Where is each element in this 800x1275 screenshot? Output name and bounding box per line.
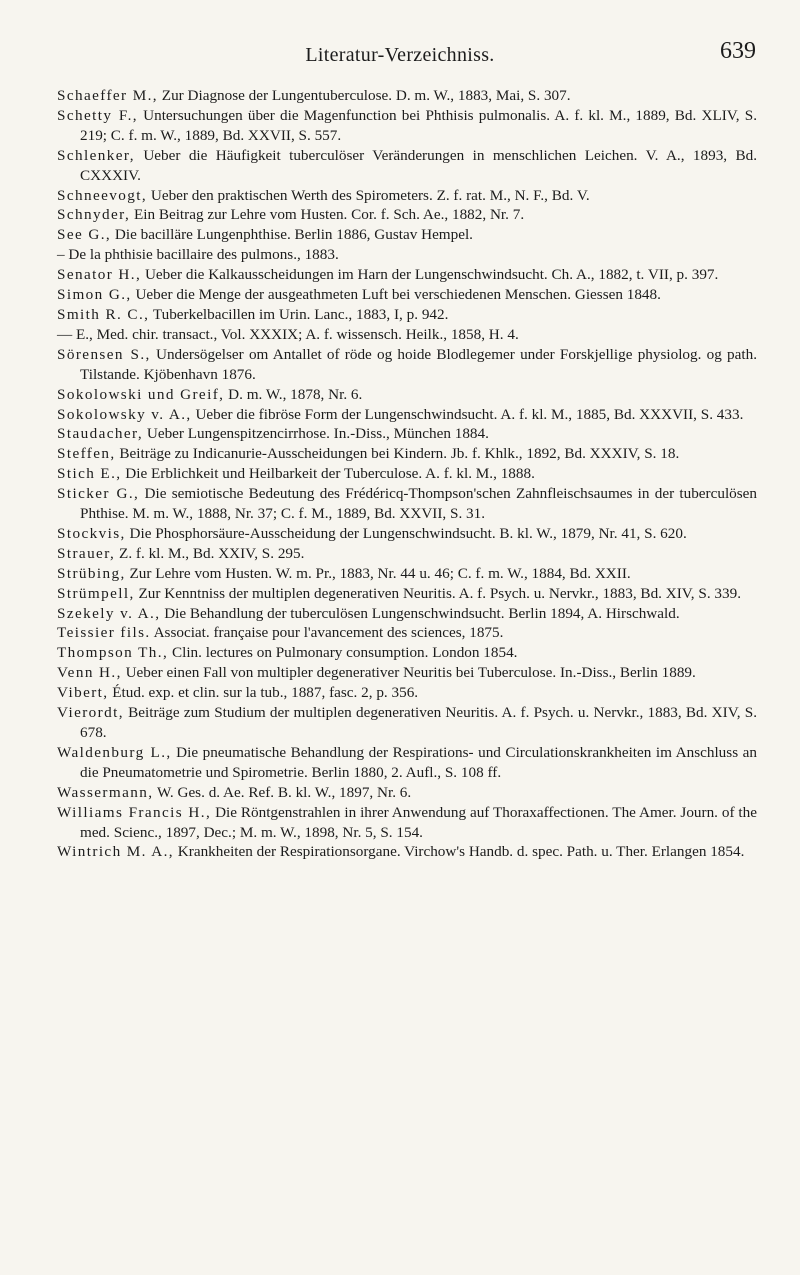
- entry-author: Sokolowski und Greif,: [57, 385, 225, 403]
- entry-author: Steffen,: [57, 445, 116, 463]
- bibliography-entry: [57, 106, 757, 146]
- entry-text: Beiträge zum Studium der multiplen degenerativen Neuritis. A. f. Psych. u. Nervkr., 1883, Bd. XIV, S. 678.: [80, 704, 757, 741]
- entry-author: See G.,: [57, 226, 112, 244]
- entry-author: Sörensen S.,: [57, 345, 151, 363]
- bibliography-entry: [57, 703, 757, 743]
- entry-text: Ein Beitrag zur Lehre vom Husten. Cor. f. Sch. Ae., 1882, Nr. 7.: [130, 206, 525, 224]
- entry-text: Tuberkelbacillen im Urin. Lanc., 1883, I, p. 942.: [149, 305, 449, 323]
- entry-text: Die Röntgenstrahlen in ihrer Anwendung auf Thoraxaffectionen. The Amer. Journ. of the med. Scienc., 1897, Dec.; M. m. W., 1898, Nr. 5, S. 154.: [80, 803, 757, 841]
- entry-author: Schetty F.,: [57, 106, 138, 124]
- bibliography-entry: [57, 783, 757, 803]
- entry-text: — E., Med. chir. transact., Vol. XXXIX; A. f. wissensch. Heilk., 1858, H. 4.: [57, 325, 519, 343]
- bibliography-entry: [57, 225, 757, 245]
- bibliography-entry: [57, 86, 757, 106]
- bibliography-list: [57, 86, 757, 862]
- bibliography-entry: [57, 643, 757, 663]
- entry-author: Schnyder,: [57, 206, 131, 224]
- entry-author: Sokolowsky v. A.,: [57, 405, 192, 423]
- entry-author: Schlenker,: [57, 146, 135, 164]
- entry-author: Stich E.,: [57, 465, 122, 483]
- entry-author: Staudacher,: [57, 425, 144, 443]
- entry-author: Vierordt,: [57, 704, 124, 722]
- entry-text: Clin. lectures on Pulmonary consumption. London 1854.: [168, 644, 518, 662]
- bibliography-entry: [57, 325, 757, 345]
- entry-author: Thompson Th.,: [57, 644, 169, 662]
- entry-author: Szekely v. A.,: [57, 604, 161, 622]
- bibliography-entry: [57, 584, 757, 604]
- bibliography-entry: [57, 544, 757, 564]
- entry-text: Ueber die Kalkausscheidungen im Harn der Lungenschwindsucht. Ch. A., 1882, t. VII, p. 397.: [141, 266, 719, 284]
- bibliography-entry: [57, 265, 757, 285]
- entry-text: Ueber die fibröse Form der Lungenschwindsucht. A. f. kl. M., 1885, Bd. XXXVII, S. 433.: [191, 405, 744, 423]
- bibliography-entry: [57, 803, 757, 843]
- bibliography-entry: [57, 285, 757, 305]
- bibliography-entry: [57, 683, 757, 703]
- entry-author: Strümpell,: [57, 584, 135, 602]
- entry-author: Waldenburg L.,: [57, 743, 172, 761]
- entry-author: Simon G.,: [57, 286, 132, 304]
- entry-text: Die bacilläre Lungenphthise. Berlin 1886, Gustav Hempel.: [111, 226, 473, 244]
- entry-text: Zur Diagnose der Lungentuberculose. D. m. W., 1883, Mai, S. 307.: [158, 87, 571, 104]
- entry-text: Associat. française pour l'avancement des sciences, 1875.: [150, 624, 504, 642]
- page-number: 639: [720, 38, 756, 64]
- bibliography-entry: [57, 146, 757, 186]
- entry-text: Die Phosphorsäure-Ausscheidung der Lungenschwindsucht. B. kl. W., 1879, Nr. 41, S. 620.: [125, 524, 687, 542]
- entry-author: Smith R. C.,: [57, 305, 150, 323]
- entry-author: Teissier fils.: [57, 624, 151, 642]
- entry-author: Senator H.,: [57, 266, 142, 284]
- bibliography-entry: [57, 623, 757, 643]
- running-title: Literatur-Verzeichniss.: [305, 44, 495, 66]
- entry-text: Undersögelser om Antallet of röde og hoide Blodlegemer under Forskjellige physiolog. og path. Tilstande. Kjöbenhavn 1876.: [80, 345, 757, 383]
- entry-text: Untersuchungen über die Magenfunction bei Phthisis pulmonalis. A. f. kl. M., 1889, Bd. XLIV, S. 219; C. f. m. W., 1889, Bd. XXVII, S. 557.: [80, 106, 758, 144]
- entry-author: Venn H.,: [57, 664, 122, 682]
- entry-author: Stockvis,: [57, 524, 126, 542]
- entry-author: Strauer,: [57, 544, 116, 562]
- bibliography-entry: [57, 405, 757, 425]
- entry-text: Die semiotische Bedeutung des Frédéricq-Thompson'schen Zahnfleischsaumes in der tuberculösen Phthise. M. m. W., 1888, Nr. 37; C. f. M., 1889, Bd. XXVII, S. 31.: [80, 485, 757, 523]
- entry-author: Schaeffer M.,: [57, 87, 158, 104]
- entry-text: D. m. W., 1878, Nr. 6.: [224, 385, 363, 403]
- entry-text: Ueber den praktischen Werth des Spirometers. Z. f. rat. M., N. F., Bd. V.: [147, 186, 590, 204]
- entry-author: Vibert,: [57, 684, 109, 702]
- entry-text: Die Erblichkeit und Heilbarkeit der Tuberculose. A. f. kl. M., 1888.: [121, 465, 535, 483]
- bibliography-entry: [57, 484, 757, 524]
- page-header: [0, 38, 800, 78]
- entry-text: Die Behandlung der tuberculösen Lungenschwindsucht. Berlin 1894, A. Hirschwald.: [160, 604, 680, 622]
- bibliography-entry: [57, 464, 757, 484]
- entry-author: Sticker G.,: [57, 485, 140, 503]
- bibliography-entry: [57, 245, 757, 265]
- entry-text: Ueber Lungenspitzencirrhose. In.-Diss., München 1884.: [143, 425, 489, 443]
- bibliography-entry: [57, 424, 757, 444]
- entry-author: Strübing,: [57, 564, 126, 582]
- bibliography-entry: [57, 743, 757, 783]
- entry-text: Ueber einen Fall von multipler degenerativer Neuritis bei Tuberculose. In.-Diss., Berlin 1889.: [121, 664, 696, 682]
- entry-text: W. Ges. d. Ae. Ref. B. kl. W., 1897, Nr. 6.: [153, 783, 412, 801]
- entry-author: Wassermann,: [57, 783, 154, 801]
- bibliography-entry: [57, 305, 757, 325]
- bibliography-entry: [57, 663, 757, 683]
- entry-text: – De la phthisie bacillaire des pulmons., 1883.: [57, 246, 339, 264]
- bibliography-entry: [57, 186, 757, 206]
- entry-text: Krankheiten der Respirationsorgane. Virchow's Handb. d. spec. Path. u. Ther. Erlangen 1854.: [174, 843, 745, 861]
- bibliography-entry: [57, 385, 757, 405]
- bibliography-entry: [57, 345, 757, 385]
- entry-author: Schneevogt,: [57, 186, 148, 204]
- entry-text: Zur Kenntniss der multiplen degenerativen Neuritis. A. f. Psych. u. Nervkr., 1883, Bd. XIV, S. 339.: [134, 584, 741, 602]
- bibliography-entry: [57, 604, 757, 624]
- entry-text: Z. f. kl. M., Bd. XXIV, S. 295.: [115, 544, 305, 562]
- entry-author: Williams Francis H.,: [57, 803, 212, 821]
- entry-text: Étud. exp. et clin. sur la tub., 1887, fasc. 2, p. 356.: [108, 684, 419, 702]
- entry-author: Wintrich M. A.,: [57, 843, 174, 861]
- bibliography-entry: [57, 842, 757, 862]
- entry-text: Zur Lehre vom Husten. W. m. Pr., 1883, Nr. 44 u. 46; C. f. m. W., 1884, Bd. XXII.: [125, 564, 631, 582]
- bibliography-entry: [57, 205, 757, 225]
- entry-text: Ueber die Häufigkeit tuberculöser Veränderungen in menschlichen Leichen. V. A., 1893, Bd. CXXXIV.: [80, 146, 757, 184]
- bibliography-entry: [57, 524, 757, 544]
- entry-text: Beiträge zu Indicanurie-Ausscheidungen bei Kindern. Jb. f. Khlk., 1892, Bd. XXXIV, S. 18.: [115, 445, 680, 463]
- bibliography-entry: [57, 444, 757, 464]
- entry-text: Die pneumatische Behandlung der Respirations- und Circulationskrankheiten im Anschluss an die Pneumatometrie und Spirometrie. Berlin 1880, 2. Aufl., S. 108 ff.: [80, 743, 757, 781]
- entry-text: Ueber die Menge der ausgeathmeten Luft bei verschiedenen Menschen. Giessen 1848.: [131, 286, 661, 304]
- bibliography-entry: [57, 564, 757, 584]
